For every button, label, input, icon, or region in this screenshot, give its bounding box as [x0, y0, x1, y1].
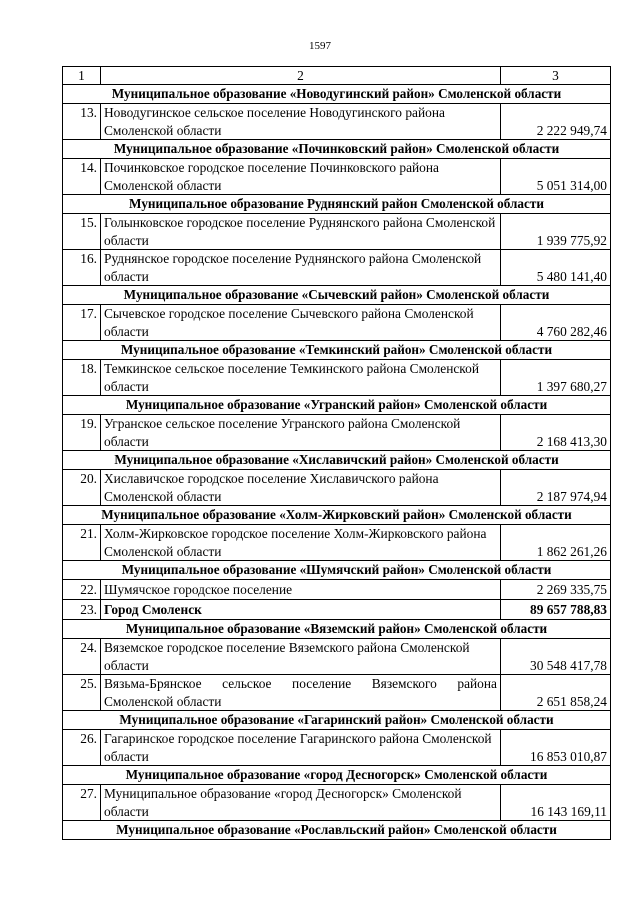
section-title: Муниципальное образование «Новодугинский район» Смоленской области	[63, 85, 611, 104]
table-row	[63, 639, 611, 675]
amount-value: 2 651 858,24	[501, 675, 611, 711]
settlement-name: Голынковское городское поселение Руднянского района Смоленской области	[101, 214, 501, 250]
row-number: 21.	[63, 525, 101, 561]
section-header-row	[63, 140, 611, 159]
settlement-name: Хиславичское городское поселение Хиславичского района Смоленской области	[101, 470, 501, 506]
table-row	[63, 250, 611, 286]
section-header-row	[63, 451, 611, 470]
table-row	[63, 580, 611, 600]
section-header-row	[63, 85, 611, 104]
section-title: Муниципальное образование «город Десногорск» Смоленской области	[63, 766, 611, 785]
table-row	[63, 305, 611, 341]
section-title: Муниципальное образование Руднянский район Смоленской области	[63, 195, 611, 214]
header-cell-col3: 3	[501, 67, 611, 85]
table-body	[63, 67, 611, 840]
section-header-row	[63, 766, 611, 785]
row-number: 26.	[63, 730, 101, 766]
settlement-name: Вязьма-Брянское сельское поселение Вяземского района Смоленской области	[101, 675, 501, 711]
header-row	[63, 67, 611, 85]
table-row	[63, 360, 611, 396]
amount-value: 16 143 169,11	[501, 785, 611, 821]
section-title: Муниципальное образование «Угранский район» Смоленской области	[63, 396, 611, 415]
row-number: 25.	[63, 675, 101, 711]
row-number: 20.	[63, 470, 101, 506]
amount-value: 4 760 282,46	[501, 305, 611, 341]
budget-table	[62, 66, 611, 840]
table-row	[63, 525, 611, 561]
amount-value: 1 862 261,26	[501, 525, 611, 561]
section-title: Муниципальное образование «Шумячский район» Смоленской области	[63, 561, 611, 580]
header-cell-col2: 2	[101, 67, 501, 85]
row-number: 24.	[63, 639, 101, 675]
settlement-name: Холм-Жирковское городское поселение Холм-Жирковского района Смоленской области	[101, 525, 501, 561]
table-row	[63, 785, 611, 821]
header-cell-col1: 1	[63, 67, 101, 85]
amount-value: 30 548 417,78	[501, 639, 611, 675]
section-title: Муниципальное образование «Холм-Жирковский район» Смоленской области	[63, 506, 611, 525]
row-number: 23.	[63, 600, 101, 620]
settlement-name: Сычевское городское поселение Сычевского района Смоленской области	[101, 305, 501, 341]
section-title: Муниципальное образование «Хиславичский район» Смоленской области	[63, 451, 611, 470]
row-number: 16.	[63, 250, 101, 286]
row-number: 19.	[63, 415, 101, 451]
section-title: Муниципальное образование «Темкинский район» Смоленской области	[63, 341, 611, 360]
row-number: 17.	[63, 305, 101, 341]
settlement-name: Вяземское городское поселение Вяземского района Смоленской области	[101, 639, 501, 675]
section-title: Муниципальное образование «Починковский район» Смоленской области	[63, 140, 611, 159]
section-header-row	[63, 711, 611, 730]
settlement-name: Новодугинское сельское поселение Новодугинского района Смоленской области	[101, 104, 501, 140]
table-row	[63, 470, 611, 506]
row-number: 13.	[63, 104, 101, 140]
section-title: Муниципальное образование «Рославльский район» Смоленской области	[63, 821, 611, 840]
page-number: 1597	[309, 40, 331, 52]
row-number: 18.	[63, 360, 101, 396]
table-row	[63, 675, 611, 711]
section-header-row	[63, 286, 611, 305]
row-number: 15.	[63, 214, 101, 250]
settlement-name: Шумячское городское поселение	[101, 580, 501, 600]
section-title: Муниципальное образование «Гагаринский район» Смоленской области	[63, 711, 611, 730]
settlement-name: Починковское городское поселение Починковского района Смоленской области	[101, 159, 501, 195]
section-header-row	[63, 506, 611, 525]
settlement-name: Гагаринское городское поселение Гагаринского района Смоленской области	[101, 730, 501, 766]
section-header-row	[63, 195, 611, 214]
row-number: 27.	[63, 785, 101, 821]
settlement-name: Город Смоленск	[101, 600, 501, 620]
amount-value: 1 939 775,92	[501, 214, 611, 250]
section-header-row	[63, 561, 611, 580]
amount-value: 2 222 949,74	[501, 104, 611, 140]
amount-value: 2 168 413,30	[501, 415, 611, 451]
amount-value: 2 187 974,94	[501, 470, 611, 506]
table-row	[63, 600, 611, 620]
amount-value: 16 853 010,87	[501, 730, 611, 766]
table-row	[63, 159, 611, 195]
settlement-name: Темкинское сельское поселение Темкинского района Смоленской области	[101, 360, 501, 396]
table-row	[63, 214, 611, 250]
table-row	[63, 415, 611, 451]
amount-value: 5 051 314,00	[501, 159, 611, 195]
amount-value: 1 397 680,27	[501, 360, 611, 396]
row-number: 22.	[63, 580, 101, 600]
section-title: Муниципальное образование «Вяземский район» Смоленской области	[63, 620, 611, 639]
settlement-name: Руднянское городское поселение Руднянского района Смоленской области	[101, 250, 501, 286]
row-number: 14.	[63, 159, 101, 195]
amount-value: 89 657 788,83	[501, 600, 611, 620]
settlement-name: Угранское сельское поселение Угранского района Смоленской области	[101, 415, 501, 451]
section-header-row	[63, 341, 611, 360]
amount-value: 2 269 335,75	[501, 580, 611, 600]
settlement-name: Муниципальное образование «город Десногорск» Смоленской области	[101, 785, 501, 821]
table-row	[63, 730, 611, 766]
section-title: Муниципальное образование «Сычевский район» Смоленской области	[63, 286, 611, 305]
section-header-row	[63, 620, 611, 639]
table-row	[63, 104, 611, 140]
section-header-row	[63, 821, 611, 840]
amount-value: 5 480 141,40	[501, 250, 611, 286]
section-header-row	[63, 396, 611, 415]
